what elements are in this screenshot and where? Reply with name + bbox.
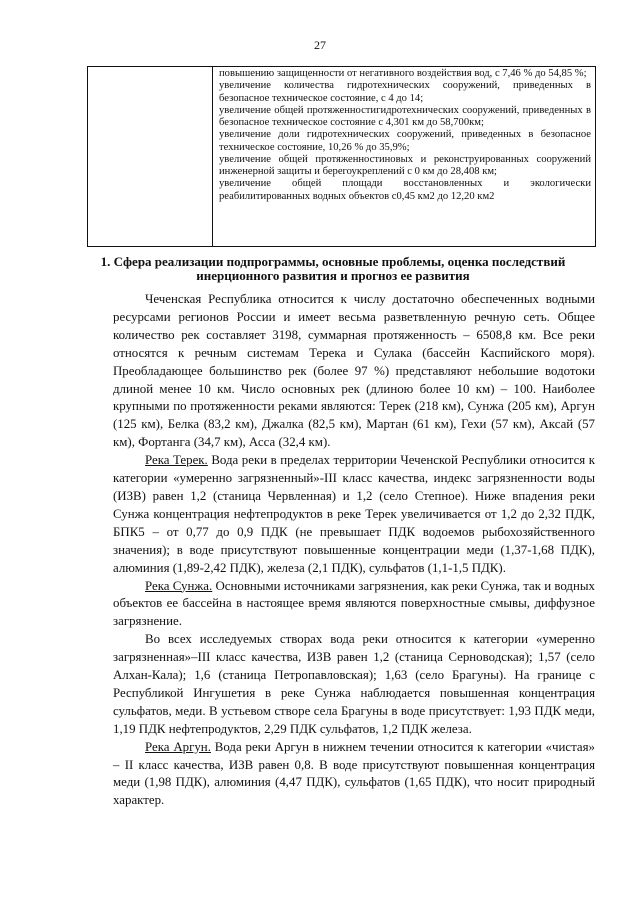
indicator-item: повышению защищенности от негативного воздействия вод, с 7,46 % до 54,85 %; xyxy=(219,68,587,79)
paragraph xyxy=(113,452,595,577)
paragraph-text: Вода реки Аргун в нижнем течении относится к категории «чистая» – II класс качества, ИЗВ равен 0,8. В воде присутствуют повышенная концентрация меди (1,98 ПДК), алюминия (4,47 ПДК), сульфатов (1,65 ПДК), что носит природный характер. xyxy=(113,739,595,808)
paragraph xyxy=(113,739,595,811)
river-name: Река Терек. xyxy=(145,453,208,468)
paragraph xyxy=(113,631,595,738)
indicator-item: увеличение общей протяженностигидротехнических сооружений, приведенных в безопасное техническое состояние с 4,301 км до 58,700км; xyxy=(219,104,591,128)
table-left-cell xyxy=(88,67,213,247)
section-heading: 1. Сфера реализации подпрограммы, основные проблемы, оценка последствий инерционного развития и прогноз ее развития xyxy=(100,254,566,283)
body-text xyxy=(113,291,595,810)
page-number: 27 xyxy=(314,38,326,52)
indicator-list xyxy=(213,67,595,203)
paragraph xyxy=(113,578,595,632)
paragraph xyxy=(113,291,595,452)
table-row xyxy=(88,67,596,247)
indicator-item: увеличение количества гидротехнических сооружений, приведенных в безопасное техническое состояние, с 4 до 14; xyxy=(219,80,591,104)
paragraph-text: Основными источниками загрязнения, как реки Сунжа, так и водных объектов ее бассейна в настоящее время являются поверхностные смывы, диффузное загрязнение. xyxy=(113,578,595,629)
paragraph-text: Во всех исследуемых створах вода реки относится к категории «умеренно загрязненная»–III класс качества, ИЗВ равен 1,2 (станица Серноводская); 1,57 (село Алхан-Кала); 1,6 (станица Петропавловская); 1,63 (село Брагуны). На границе с Республикой Ингушетия в реке Сунжа наблюдается повышенная концентрация сульфатов, меди. В устьевом створе села Брагуны в воде присутствует: 1,93 ПДК меди, 1,19 ПДК нефтепродуктов, 2,29 ПДК сульфатов, 1,2 ПДК железа. xyxy=(113,632,595,736)
paragraph-text: Вода реки в пределах территории Чеченской Республики относится к категории «умеренно загрязненный»-III класс качества, индекс загрязненности воды (ИЗВ) равен 1,2 (станица Червленная) и 1,2 (село Степное). Ниже впадения реки Сунжа концентрация нефтепродуктов в реке Терек увеличивается от 1,2 до 2,32 ПДК, БПК5 – от 0,77 до 0,9 ПДК (не превышает ПДК водоемов рыбохозяйственного значения); в воде присутствуют повышенные концентрации меди (1,37-1,68 ПДК), алюминия (1,89-2,42 ПДК), железа (2,1 ПДК), сульфатов (1,1-1,5 ПДК). xyxy=(113,453,595,575)
indicator-item: увеличение общей протяженностиновых и реконструированных сооружений инженерной защиты и берегоукреплений с 0 км до 28,408 км; xyxy=(219,153,591,177)
river-name: Река Аргун. xyxy=(145,739,211,754)
indicator-item: увеличение доли гидротехнических сооружений, приведенных в безопасное техническое состояние, 10,26 % до 35,9%; xyxy=(219,129,591,153)
river-name: Река Сунжа. xyxy=(145,578,213,593)
paragraph-text: Чеченская Республика относится к числу достаточно обеспеченных водными ресурсами регионов России и имеет весьма разветвленную речную сеть. Общее количество рек составляет 3198, суммарная протяженность – 6508,8 км. Все реки относятся к речным системам Терека и Сулака (бассейн Каспийского моря). Преобладающее большинство рек (более 97 %) представляют небольшие водотоки длиной менее 10 км. Число основных рек (длиною более 10 км) – 100. Наиболее крупными по протяженности реками являются: Терек (218 км), Сунжа (205 км), Аргун (125 км), Белка (83,2 км), Джалка (82,5 км), Мартан (61 км), Гехи (57 км), Аксай (57 км), Фортанга (34,7 км), Асса (32,4 км). xyxy=(113,292,595,450)
program-indicators-table xyxy=(87,66,596,247)
indicator-item: увеличение общей площади восстановленных и экологически реабилитированных водных объектов с0,45 км2 до 12,20 км2 xyxy=(219,178,591,202)
table-right-cell xyxy=(213,67,596,247)
